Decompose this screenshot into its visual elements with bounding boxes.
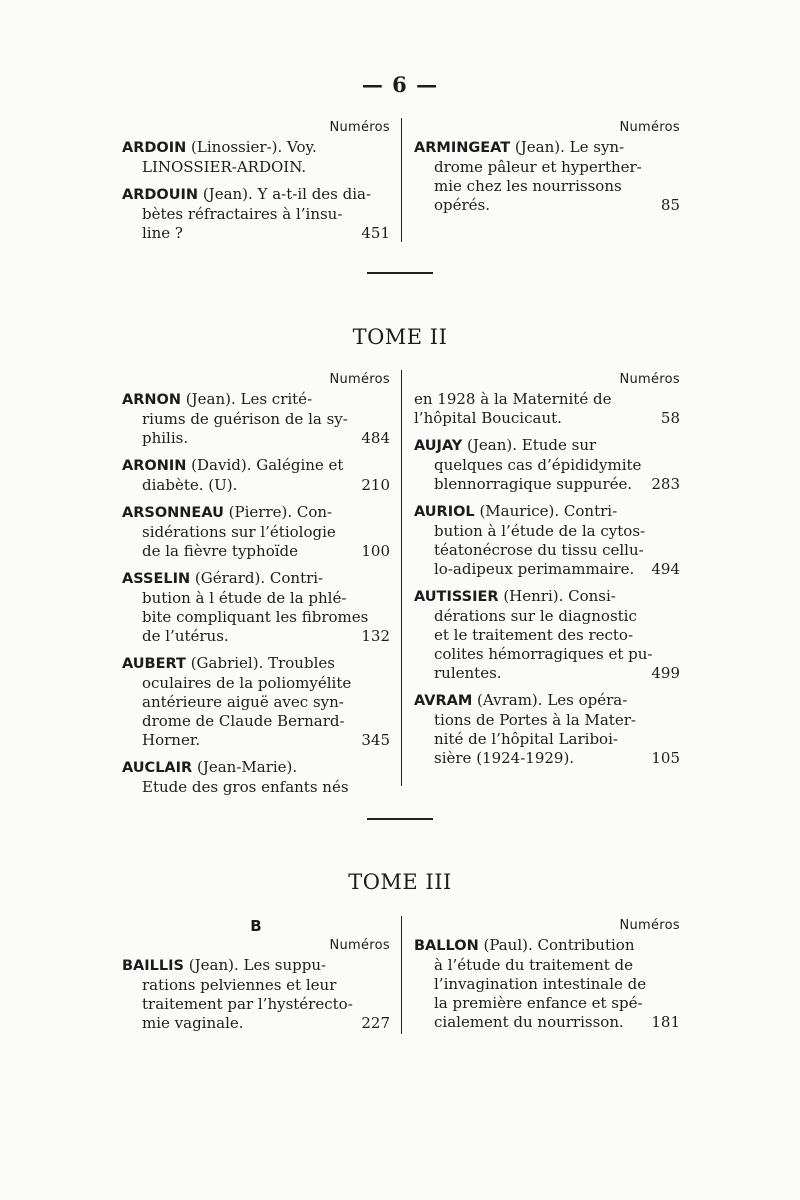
entry-continuation-line bbox=[414, 158, 680, 177]
thesis-number: 283 bbox=[651, 475, 680, 493]
thesis-number: 451 bbox=[361, 224, 390, 242]
entry-line-text: rations pelviennes et leur bbox=[142, 976, 337, 994]
bibliography-entry bbox=[122, 758, 390, 797]
thesis-number: 494 bbox=[651, 560, 680, 578]
entry-line-text: rulentes. bbox=[434, 664, 502, 682]
tome3-right-column bbox=[414, 916, 680, 1040]
entry-continuation-line bbox=[122, 778, 390, 797]
bibliography-entry bbox=[414, 587, 680, 683]
entry-continuation-line bbox=[414, 711, 680, 730]
entry-title-text: (Jean). Etude sur bbox=[462, 436, 597, 454]
section-divider bbox=[367, 818, 433, 820]
entry-first-line bbox=[414, 436, 680, 456]
bibliography-entry bbox=[414, 138, 680, 215]
entry-title-text: (Avram). Les opéra- bbox=[472, 691, 628, 709]
author-name: ARDOUIN bbox=[122, 187, 199, 203]
entry-first-line bbox=[122, 185, 390, 205]
entry-line-text: nité de l’hôpital Lariboi- bbox=[434, 730, 618, 748]
numeros-header: Numéros bbox=[329, 938, 390, 953]
entry-line-text: lo-adipeux perimammaire. bbox=[434, 560, 635, 578]
entry-continuation-line bbox=[414, 994, 680, 1013]
column-rule bbox=[401, 370, 402, 786]
bibliography-entry bbox=[414, 936, 680, 1032]
entry-continuation-line bbox=[122, 158, 390, 177]
author-name: AVRAM bbox=[414, 693, 473, 709]
entry-continuation-line bbox=[122, 429, 390, 448]
bibliography-entry bbox=[122, 569, 390, 646]
section-divider bbox=[367, 272, 433, 274]
entry-title-text: (Henri). Consi- bbox=[498, 587, 616, 605]
tome-ii-heading: TOME II bbox=[352, 325, 448, 349]
entry-line-text: drome de Claude Bernard- bbox=[142, 712, 345, 730]
entry-continuation-line bbox=[414, 1013, 680, 1032]
entry-continuation-line bbox=[414, 730, 680, 749]
bibliography-entry bbox=[122, 503, 390, 561]
entry-continuation-line bbox=[414, 560, 680, 579]
entry-first-line bbox=[414, 138, 680, 158]
entry-continuation-line bbox=[122, 627, 390, 646]
entry-continuation-line bbox=[414, 626, 680, 645]
entry-continuation-line bbox=[122, 224, 390, 243]
entry-continuation-line bbox=[122, 976, 390, 995]
author-name: AURIOL bbox=[414, 504, 475, 520]
entry-line-text: mie chez les nourrissons bbox=[434, 177, 622, 195]
thesis-number: 181 bbox=[651, 1013, 680, 1031]
entry-title-text: (Paul). Contribution bbox=[478, 936, 635, 954]
entry-continuation-line bbox=[122, 542, 390, 561]
thesis-number: 100 bbox=[361, 542, 390, 560]
thesis-number: 132 bbox=[361, 627, 390, 645]
numeros-header: Numéros bbox=[619, 372, 680, 387]
author-name: AUBERT bbox=[122, 656, 186, 672]
entry-line-text: LINOSSIER-ARDOIN. bbox=[142, 158, 307, 176]
entry-continuation-line bbox=[414, 390, 680, 409]
tome1-right-column bbox=[414, 118, 680, 223]
entry-title-text: (Maurice). Contri- bbox=[474, 502, 618, 520]
entry-first-line bbox=[122, 390, 390, 410]
column-rule bbox=[401, 118, 402, 242]
entry-first-line bbox=[122, 654, 390, 674]
entry-line-text: bution à l’étude de la cytos- bbox=[434, 522, 646, 540]
entry-continuation-line bbox=[414, 607, 680, 626]
entry-first-line bbox=[122, 503, 390, 523]
bibliography-entry bbox=[414, 691, 680, 768]
entry-first-line bbox=[414, 502, 680, 522]
entry-line-text: bite compliquant les fibromes bbox=[142, 608, 369, 626]
thesis-number: 58 bbox=[660, 409, 680, 427]
bibliography-entry bbox=[122, 138, 390, 177]
entry-line-text: et le traitement des recto- bbox=[434, 626, 634, 644]
tome3-left-column bbox=[122, 916, 390, 1041]
entry-title-text: (Jean-Marie). bbox=[192, 758, 298, 776]
author-name: ASSELIN bbox=[122, 571, 191, 587]
entry-continuation-line bbox=[414, 475, 680, 494]
entry-continuation-line bbox=[414, 749, 680, 768]
numeros-header: Numéros bbox=[619, 120, 680, 135]
entry-continuation-line bbox=[414, 956, 680, 975]
entry-line-text: téatonécrose du tissu cellu- bbox=[434, 541, 644, 559]
numeros-header: Numéros bbox=[329, 372, 390, 387]
entry-first-line bbox=[122, 456, 390, 476]
tome-iii-heading: TOME III bbox=[348, 870, 452, 894]
entry-line-text: riums de guérison de la sy- bbox=[142, 410, 348, 428]
section-letter: B bbox=[250, 917, 262, 935]
entry-list bbox=[122, 956, 390, 1033]
entry-line-text: l’hôpital Boucicaut. bbox=[414, 409, 562, 427]
entry-continuation-line bbox=[122, 608, 390, 627]
entry-line-text: sidérations sur l’étiologie bbox=[142, 523, 336, 541]
entry-title-text: (Pierre). Con- bbox=[223, 503, 333, 521]
entry-line-text: à l’étude du traitement de bbox=[434, 956, 633, 974]
entry-continuation-line bbox=[414, 975, 680, 994]
entry-line-text: cialement du nourrisson. bbox=[434, 1013, 624, 1031]
entry-continuation-line bbox=[122, 410, 390, 429]
entry-continuation-line bbox=[122, 731, 390, 750]
author-name: ARSONNEAU bbox=[122, 505, 224, 521]
entry-list bbox=[122, 138, 390, 243]
entry-line-text: quelques cas d’épididymite bbox=[434, 456, 642, 474]
entry-line-text: line ? bbox=[142, 224, 183, 242]
entry-title-text: (Gérard). Contri- bbox=[190, 569, 324, 587]
entry-continuation-line bbox=[414, 196, 680, 215]
entry-first-line bbox=[122, 138, 390, 158]
entry-first-line bbox=[122, 956, 390, 976]
entry-line-text: opérés. bbox=[434, 196, 491, 214]
entry-line-text: oculaires de la poliomyélite bbox=[142, 674, 352, 692]
entry-line-text: dérations sur le diagnostic bbox=[434, 607, 637, 625]
bibliography-entry bbox=[414, 436, 680, 494]
bibliography-entry bbox=[122, 654, 390, 750]
author-name: AUTISSIER bbox=[414, 589, 499, 605]
bibliography-entry bbox=[122, 456, 390, 495]
entry-continuation-line bbox=[414, 409, 680, 428]
entry-continuation-line bbox=[414, 177, 680, 196]
entry-line-text: la première enfance et spé- bbox=[434, 994, 643, 1012]
entry-line-text: tions de Portes à la Mater- bbox=[434, 711, 636, 729]
entry-title-text: (Jean). Les suppu- bbox=[184, 956, 327, 974]
entry-line-text: de la fièvre typhoïde bbox=[142, 542, 298, 560]
page-number: — 6 — bbox=[361, 72, 439, 97]
author-name: ARNON bbox=[122, 392, 181, 408]
entry-first-line bbox=[414, 691, 680, 711]
entry-first-line bbox=[122, 758, 390, 778]
entry-continuation-line bbox=[414, 645, 680, 664]
entry-line-text: de l’utérus. bbox=[142, 627, 229, 645]
entry-line-text: colites hémorragiques et pu- bbox=[434, 645, 653, 663]
entry-list bbox=[414, 936, 680, 1032]
entry-continuation-line bbox=[122, 1014, 390, 1033]
entry-line-text: traitement par l’hystérecto- bbox=[142, 995, 353, 1013]
entry-continuation-line bbox=[414, 541, 680, 560]
author-name: ARONIN bbox=[122, 458, 187, 474]
numeros-header: Numéros bbox=[619, 918, 680, 933]
entry-line-text: Horner. bbox=[142, 731, 201, 749]
thesis-number: 105 bbox=[651, 749, 680, 767]
thesis-number: 499 bbox=[651, 664, 680, 682]
entry-continuation-line bbox=[122, 712, 390, 731]
entry-continuation-line bbox=[122, 476, 390, 495]
entry-line-text: mie vaginale. bbox=[142, 1014, 244, 1032]
entry-continuation-line bbox=[122, 674, 390, 693]
author-name: BALLON bbox=[414, 938, 479, 954]
entry-title-text: (Jean). Y a-t-il des dia- bbox=[198, 185, 372, 203]
tome1-left-column bbox=[122, 118, 390, 251]
entry-title-text: (Gabriel). Troubles bbox=[185, 654, 335, 672]
entry-line-text: bution à l étude de la phlé- bbox=[142, 589, 347, 607]
entry-list bbox=[414, 390, 680, 768]
author-name: ARDOIN bbox=[122, 140, 187, 156]
entry-title-text: (Jean). Le syn- bbox=[510, 138, 625, 156]
entry-continuation-line bbox=[122, 589, 390, 608]
author-name: BAILLIS bbox=[122, 958, 184, 974]
tome2-left-column bbox=[122, 370, 390, 805]
entry-title-text: (David). Galégine et bbox=[186, 456, 344, 474]
entry-line-text: blennorragique suppurée. bbox=[434, 475, 633, 493]
tome2-right-column bbox=[414, 370, 680, 776]
entry-line-text: philis. bbox=[142, 429, 189, 447]
bibliography-entry bbox=[414, 502, 680, 579]
entry-line-text: Etude des gros enfants nés bbox=[142, 778, 349, 796]
entry-title-text: (Linossier-). Voy. bbox=[186, 138, 317, 156]
author-name: ARMINGEAT bbox=[414, 140, 511, 156]
entry-line-text: l’invagination intestinale de bbox=[434, 975, 647, 993]
entry-continuation-line bbox=[122, 995, 390, 1014]
thesis-number: 484 bbox=[361, 429, 390, 447]
entry-first-line bbox=[414, 587, 680, 607]
entry-continuation-line bbox=[122, 205, 390, 224]
entry-line-text: drome pâleur et hyperther- bbox=[434, 158, 642, 176]
thesis-number: 85 bbox=[660, 196, 680, 214]
thesis-number: 227 bbox=[361, 1014, 390, 1032]
entry-list bbox=[122, 390, 390, 797]
entry-continuation-line bbox=[414, 522, 680, 541]
numeros-header: Numéros bbox=[329, 120, 390, 135]
author-name: AUCLAIR bbox=[122, 760, 193, 776]
entry-line-text: bètes réfractaires à l’insu- bbox=[142, 205, 343, 223]
bibliography-entry bbox=[122, 390, 390, 448]
entry-list bbox=[414, 138, 680, 215]
entry-line-text: en 1928 à la Maternité de bbox=[414, 390, 612, 408]
entry-line-text: diabète. (U). bbox=[142, 476, 238, 494]
bibliography-entry bbox=[122, 956, 390, 1033]
entry-line-text: sière (1924-1929). bbox=[434, 749, 575, 767]
entry-title-text: (Jean). Les crité- bbox=[180, 390, 313, 408]
entry-continuation-line bbox=[122, 693, 390, 712]
bibliography-entry bbox=[122, 185, 390, 243]
entry-continuation-line bbox=[414, 664, 680, 683]
entry-continuation-line bbox=[122, 523, 390, 542]
author-name: AUJAY bbox=[414, 438, 463, 454]
entry-first-line bbox=[122, 569, 390, 589]
entry-continuation-line bbox=[414, 456, 680, 475]
entry-first-line bbox=[414, 936, 680, 956]
entry-line-text: antérieure aiguë avec syn- bbox=[142, 693, 344, 711]
thesis-number: 345 bbox=[361, 731, 390, 749]
column-rule bbox=[401, 916, 402, 1034]
thesis-number: 210 bbox=[361, 476, 390, 494]
bibliography-entry bbox=[414, 390, 680, 428]
